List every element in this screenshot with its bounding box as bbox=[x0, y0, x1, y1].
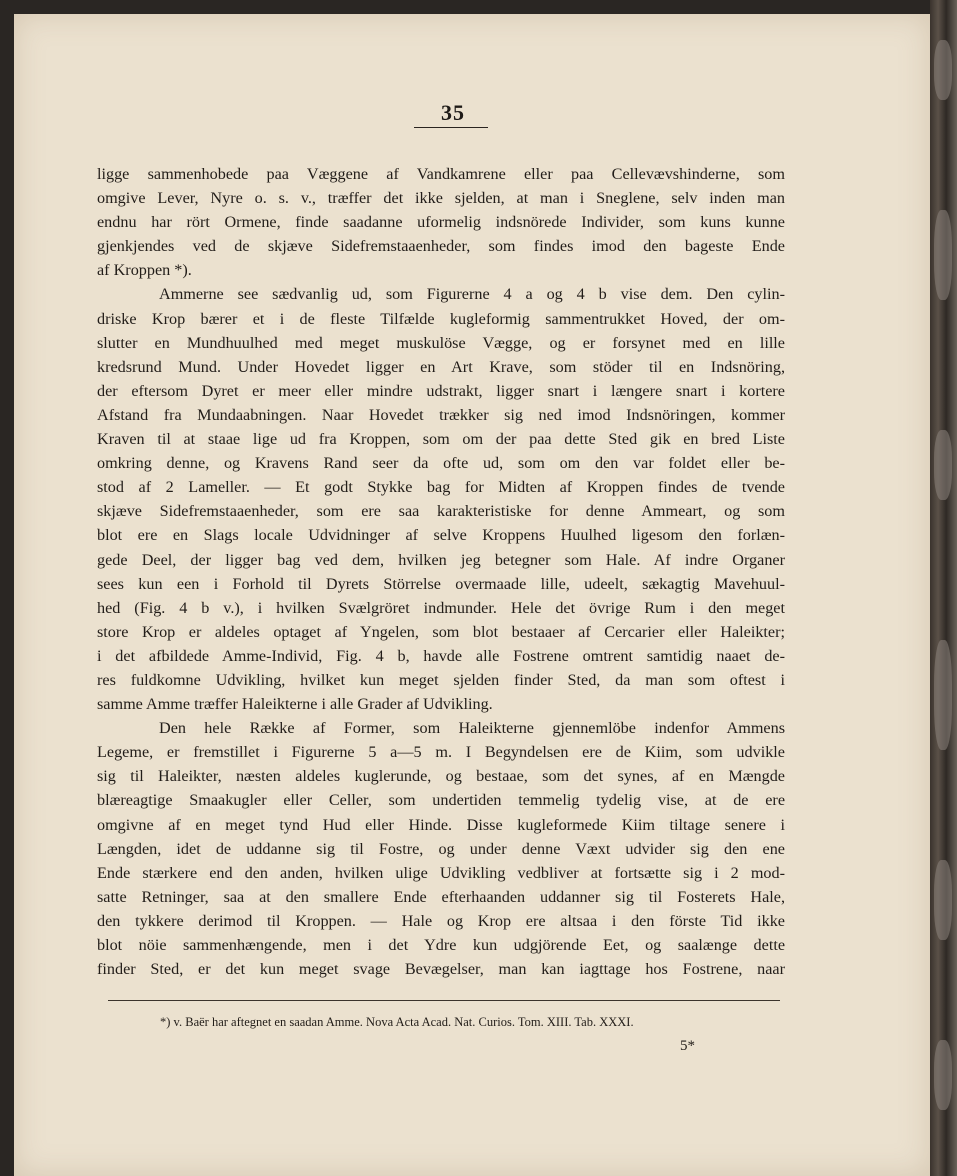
page-number-rule bbox=[414, 127, 488, 128]
text-line: omkring denne, og Kravens Rand seer da ofte ud, som om den var foldet eller be- bbox=[97, 454, 785, 473]
text-line: Den hele Række af Former, som Haleikterne gjennemlöbe indenfor Ammens bbox=[159, 719, 785, 738]
text-line: blot ere en Slags locale Udvidninger af selve Kroppens Huulhed ligesom den forlæn- bbox=[97, 526, 785, 545]
text-line: blæreagtige Smaakugler eller Celler, som undertiden temmelig tydelig vise, at de ere bbox=[97, 791, 785, 810]
text-line: omgivne af en meget tynd Hud eller Hinde. Disse kugleformede Kiim tiltage senere i bbox=[97, 815, 785, 834]
page-number: 35 bbox=[441, 100, 465, 125]
text-line: i det afbildede Amme-Individ, Fig. 4 b, havde alle Fostrene omtrent samtidig naaet de- bbox=[97, 646, 785, 665]
text-line: hed (Fig. 4 b v.), i hvilken Svælgröret indmunder. Hele det övrige Rum i den meget bbox=[97, 598, 785, 617]
text-line: Ammerne see sædvanlig ud, som Figurerne 4 a og 4 b vise dem. Den cylin- bbox=[159, 285, 785, 304]
text-line: blot nöie sammenhængende, men i det Ydre kun udgjörende Eet, og saalænge dette bbox=[97, 936, 785, 954]
footnote-rule bbox=[108, 1000, 780, 1001]
text-line: omgive Lever, Nyre o. s. v., træffer det ikke sjelden, at man i Sneglene, selv inden man bbox=[97, 189, 785, 208]
text-line: endnu har rört Ormene, finde saadanne uformelig indsnörede Individer, som kuns kunne bbox=[97, 213, 785, 232]
text-line: samme Amme træffer Haleikterne i alle Grader af Udvikling. bbox=[97, 695, 493, 714]
text-line: satte Retninger, saa at den smallere Ende efterhaanden uddanner sig til Fosterets Hale, bbox=[97, 887, 785, 906]
text-line: der eftersom Dyret er meer eller mindre udstrakt, ligger snart i længere snart i kortere bbox=[97, 381, 785, 400]
text-line: store Krop er aldeles optaget af Yngelen, som blot bestaaer af Cercarier eller Haleikter; bbox=[97, 622, 785, 641]
footnote: *) v. Baër har aftegnet en saadan Amme. Nova Acta Acad. Nat. Curios. Tom. XIII. Tab. XXXI. bbox=[160, 1015, 634, 1029]
text-line: ligge sammenhobede paa Væggene af Vandkamrene eller paa Cellevævshinderne, som bbox=[97, 165, 785, 183]
signature-mark: 5* bbox=[680, 1038, 695, 1054]
text-line: Ende stærkere end den anden, hvilken ulige Udvikling vedbliver at fortsætte sig i 2 mod- bbox=[97, 863, 785, 882]
text-line: driske Krop bærer et i de fleste Tilfælde kugleformig sammentrukket Hoved, der om- bbox=[97, 309, 785, 328]
text-line: Længden, idet de uddanne sig til Fostre, og under denne Væxt udvider sig den ene bbox=[97, 839, 785, 858]
text-line: gede Deel, der ligger bag ved dem, hvilken jeg betegner som Hale. Af indre Organer bbox=[97, 550, 785, 569]
text-line: gjenkjendes ved de skjæve Sidefremstaaenheder, som findes imod den bageste Ende bbox=[97, 237, 785, 256]
text-line: Legeme, er fremstillet i Figurerne 5 a—5 m. I Begyndelsen ere de Kiim, som udvikle bbox=[97, 743, 785, 762]
book-binding bbox=[930, 0, 957, 1176]
text-line: af Kroppen *). bbox=[97, 261, 192, 280]
text-line: skjæve Sidefremstaaenheder, som ere saa karakteristiske for denne Ammeart, og som bbox=[97, 502, 785, 521]
text-line: finder Sted, er det kun meget svage Bevægelser, man kan iagttage hos Fostrene, naar bbox=[97, 960, 785, 979]
text-line: slutter en Mundhuulhed med meget muskulöse Vægge, og er forsynet med en lille bbox=[97, 333, 785, 352]
text-line: stod af 2 Lameller. — Et godt Stykke bag for Midten af Kroppen findes de tvende bbox=[97, 478, 785, 497]
text-line: Kraven til at staae lige ud fra Kroppen, som om der paa dette Sted gik en bred Liste bbox=[97, 430, 785, 449]
body-text bbox=[97, 162, 785, 981]
text-line: kredsrund Mund. Under Hovedet ligger en Art Krave, som stöder til en Indsnöring, bbox=[97, 357, 785, 376]
text-line: Afstand fra Mundaabningen. Naar Hovedet trækker sig ned imod Indsnöringen, kommer bbox=[97, 405, 785, 424]
text-line: res fuldkomne Udvikling, hvilket kun meget sjelden finder Sted, da man som oftest i bbox=[97, 670, 785, 689]
text-line: sig til Haleikter, næsten aldeles kuglerunde, og bestaae, som det synes, af en Mængde bbox=[97, 767, 785, 786]
text-line: sees kun een i Forhold til Dyrets Störrelse overmaade lille, udeelt, sækagtig Mavehuul- bbox=[97, 574, 785, 593]
text-line: den tykkere derimod til Kroppen. — Hale og Krop ere altsaa i den förste Tid ikke bbox=[97, 911, 785, 930]
